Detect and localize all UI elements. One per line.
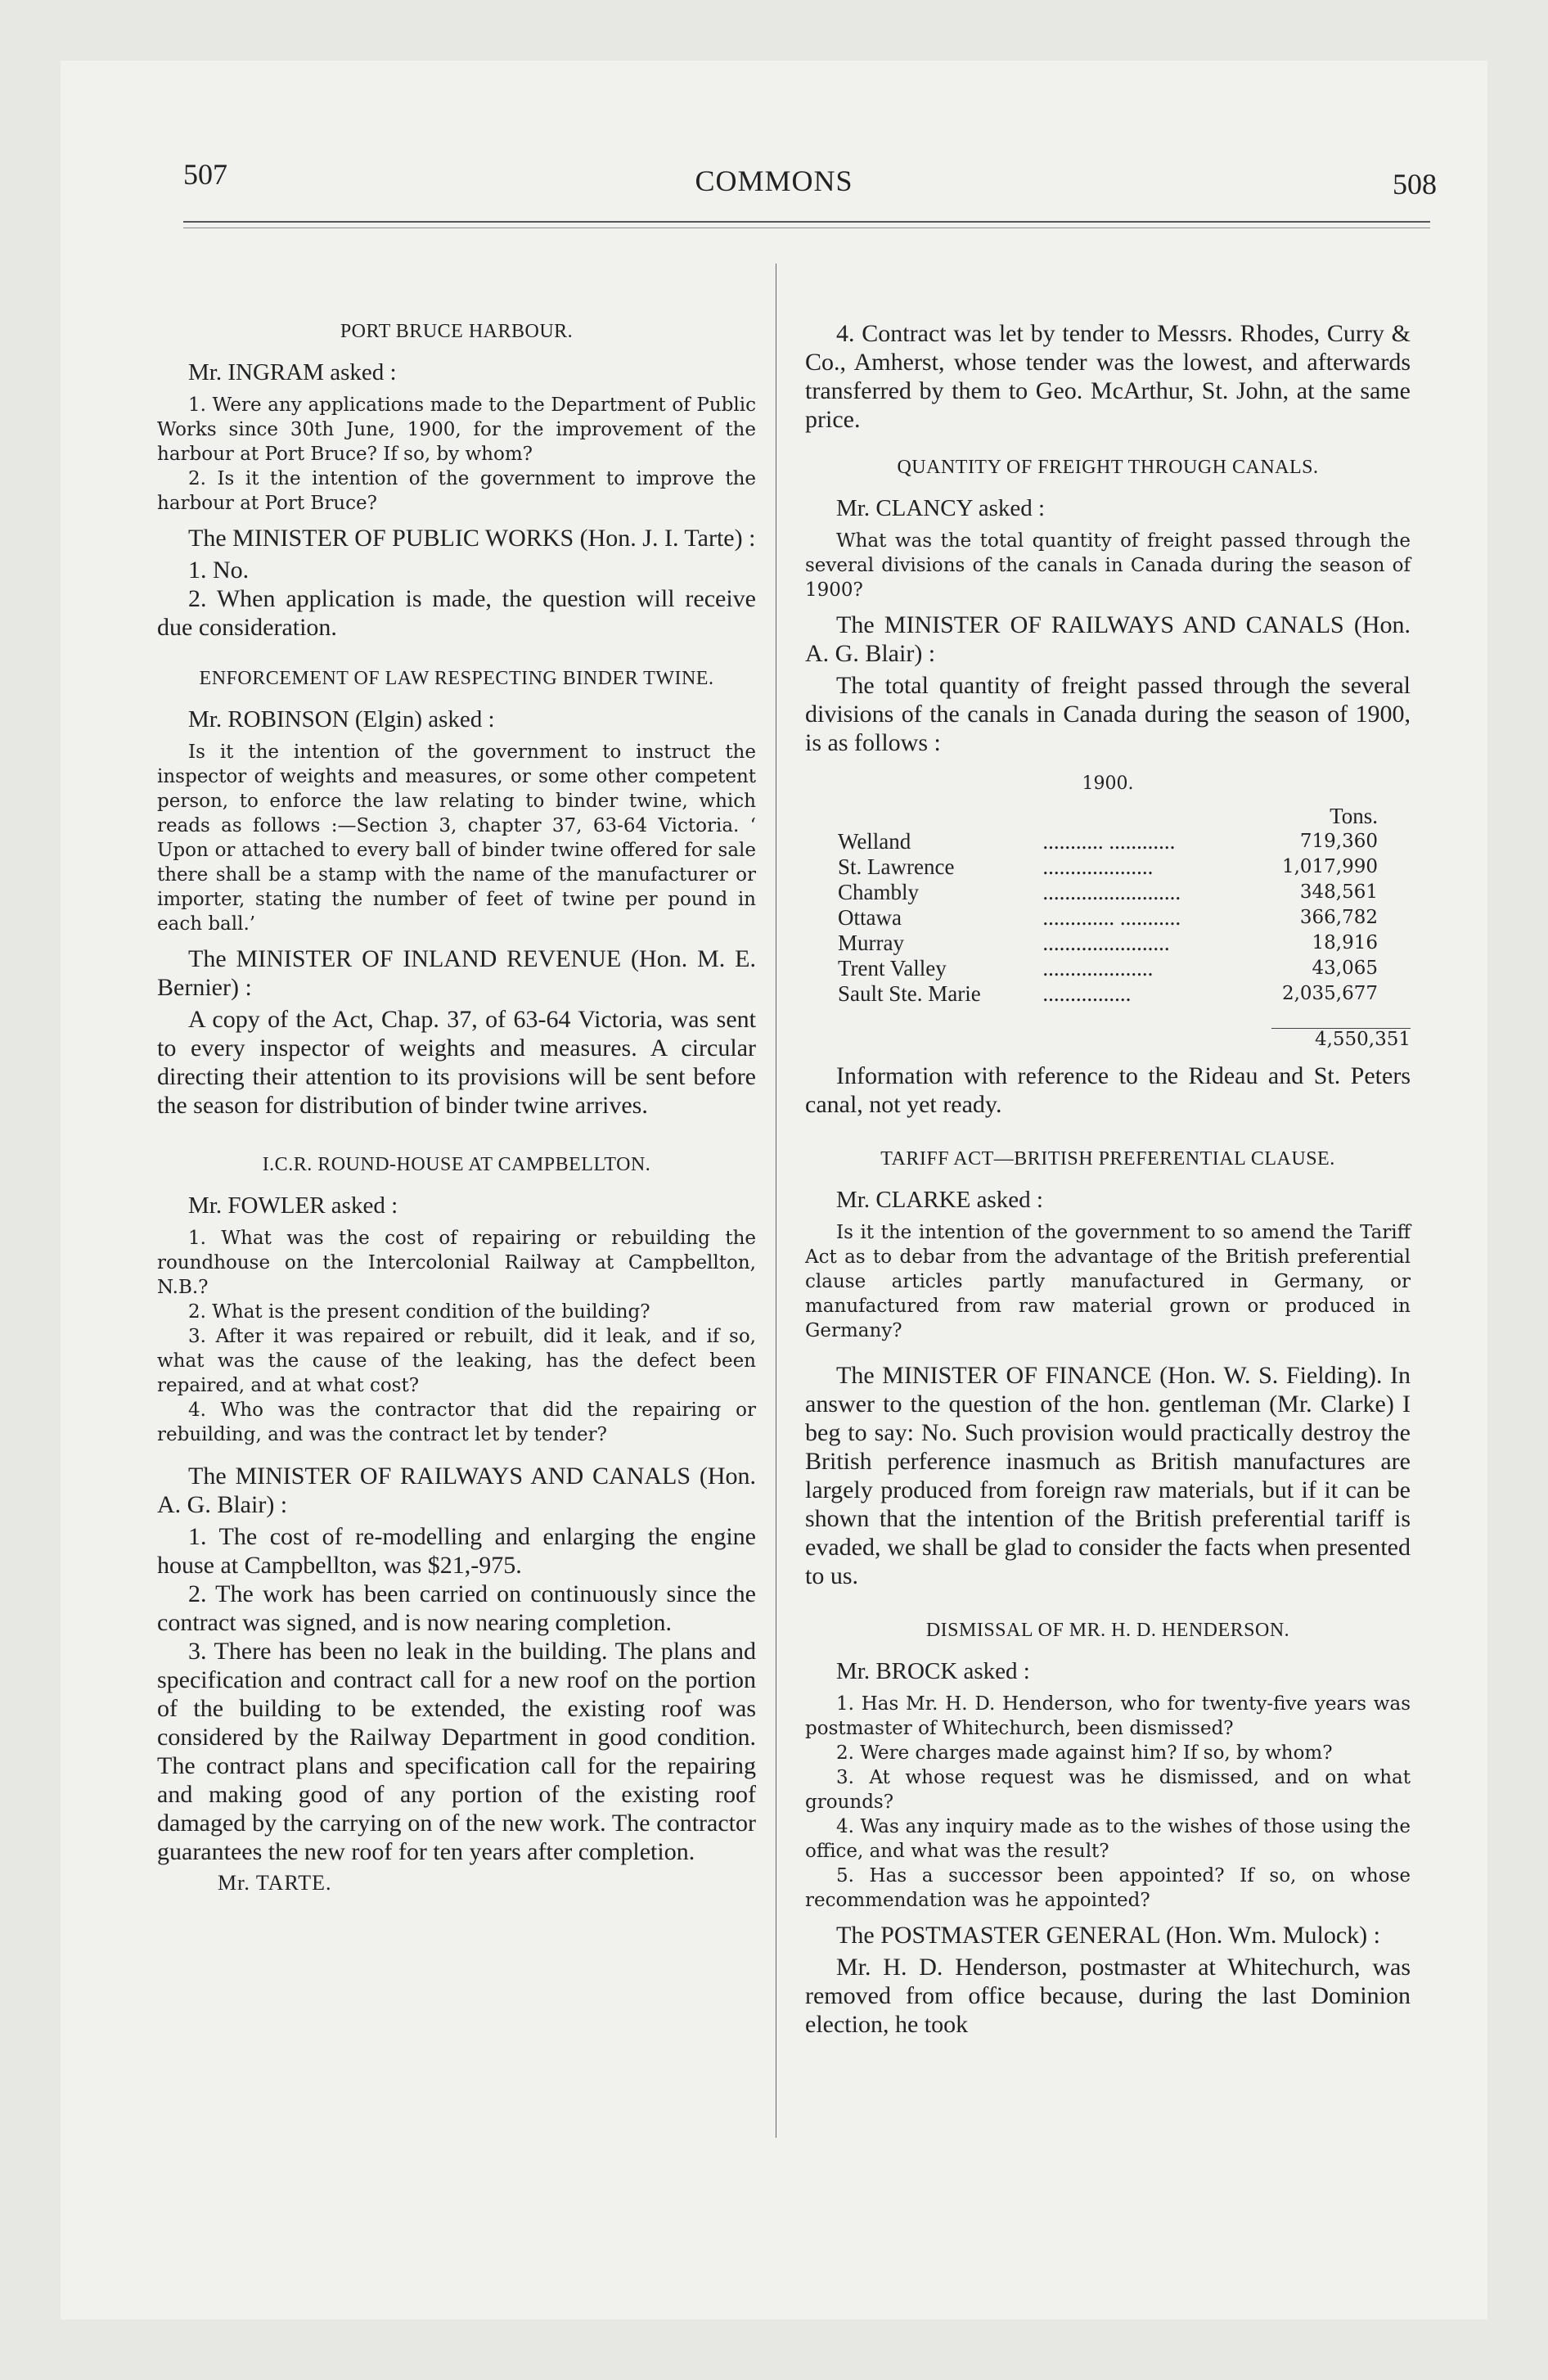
- answer: 1. No.: [188, 557, 250, 584]
- question: 5. Has a successor been appointed? If so, on whose recommendation was he appointed?: [805, 1865, 1411, 1911]
- question: 2. Were charges made against him? If so, by whom?: [836, 1742, 1333, 1764]
- speaker: The MINISTER OF INLAND REVENUE (Hon. M. E. Bernier) :: [157, 945, 756, 1001]
- answer-continued: 4. Contract was let by tender to Messrs. Rhodes, Curry & Co., Amherst, whose tender was the lowest, and afterwards transferred by them to Geo. McArthur, St. John, at the same price.: [805, 320, 1411, 433]
- speaker: The MINISTER OF PUBLIC WORKS (Hon. J. I. Tarte) :: [188, 525, 756, 552]
- answer: The MINISTER OF FINANCE (Hon. W. S. Fielding). In answer to the question of the hon. gentleman (Mr. Clarke) I beg to say: No. Such provision would practically destroy the British perference inasmuch as British manufactures are largely produced from foreign raw materials, but if it can be shown that the intention of the British preferential tariff is evaded, we shall be glad to consider the facts when presented to us.: [805, 1362, 1411, 1589]
- running-title: COMMONS: [695, 165, 853, 197]
- question: 4. Who was the contractor that did the repairing or rebuilding, and was the contract let by tender?: [157, 1400, 756, 1445]
- table-total: [805, 1028, 1411, 1050]
- freight-table: [838, 804, 1378, 1007]
- page-number-right: 508: [1393, 168, 1437, 201]
- speaker: The MINISTER OF RAILWAYS AND CANALS (Hon. A. G. Blair) :: [805, 611, 1411, 667]
- section-heading: PORT BRUCE HARBOUR.: [340, 321, 574, 342]
- header-rule: [183, 221, 1430, 223]
- speaker: The MINISTER OF RAILWAYS AND CANALS (Hon. A. G. Blair) :: [157, 1463, 756, 1518]
- table-year: 1900.: [1082, 773, 1134, 794]
- table-row: Trent Valley .................... 43,065: [838, 956, 1378, 980]
- answer: 1. The cost of re-modelling and enlarging the engine house at Campbellton, was $21,-975.: [157, 1523, 756, 1579]
- section-heading: TARIFF ACT—BRITISH PREFERENTIAL CLAUSE.: [880, 1148, 1335, 1170]
- right-column: [805, 265, 1411, 2039]
- table-row: St. Lawrence .................... 1,017,990: [838, 854, 1378, 879]
- page-header: [61, 61, 1487, 200]
- question: 4. Was any inquiry made as to the wishes of those using the office, and what was the result?: [805, 1816, 1411, 1862]
- table-row: Murray ....................... 18,916: [838, 931, 1378, 955]
- table-row: Chambly ......................... 348,561: [838, 880, 1378, 904]
- page-number-left: 507: [183, 158, 227, 191]
- signature: Mr. TARTE.: [218, 1871, 332, 1895]
- question: 2. Is it the intention of the government to improve the harbour at Port Bruce?: [157, 468, 756, 514]
- table-unit: Tons.: [1330, 804, 1378, 828]
- question: What was the total quantity of freight passed through the several divisions of the canals in Canada during the season of 1900?: [805, 530, 1411, 601]
- answer: The total quantity of freight passed through the several divisions of the canals in Canada during the season of 1900, is as follows :: [805, 672, 1411, 756]
- asker: Mr. CLARKE asked :: [836, 1187, 1043, 1213]
- asker: Mr. FOWLER asked :: [188, 1192, 398, 1219]
- table-row: Welland ........... ............ 719,360: [838, 829, 1378, 854]
- answer: Mr. H. D. Henderson, postmaster at Whitechurch, was removed from office because, during the last Dominion election, he took: [805, 1954, 1411, 2038]
- left-column: [157, 265, 756, 1895]
- note: Information with reference to the Rideau and St. Peters canal, not yet ready.: [805, 1062, 1411, 1118]
- section-heading: DISMISSAL OF MR. H. D. HENDERSON.: [925, 1620, 1290, 1641]
- section-heading: ENFORCEMENT OF LAW RESPECTING BINDER TWINE.: [199, 668, 714, 689]
- question: Is it the intention of the government to so amend the Tariff Act as to debar from the advantage of the British preferential clause articles partly manufactured in Germany, or manufactured from raw material grown or produced in Germany?: [805, 1222, 1411, 1341]
- asker: Mr. INGRAM asked :: [188, 359, 397, 385]
- table-row: Sault Ste. Marie ................ 2,035,677: [838, 981, 1378, 1006]
- asker: Mr. CLANCY asked :: [836, 495, 1046, 521]
- question: 1. Has Mr. H. D. Henderson, who for twenty-five years was postmaster of Whitechurch, been dismissed?: [805, 1693, 1411, 1739]
- speaker: The POSTMASTER GENERAL (Hon. Wm. Mulock) :: [836, 1922, 1380, 1949]
- table-row: Ottawa ............. ........... 366,782: [838, 905, 1378, 930]
- answer: 2. The work has been carried on continuously since the contract was signed, and is now nearing completion.: [157, 1580, 756, 1636]
- asker: Mr. BROCK asked :: [836, 1658, 1030, 1684]
- section-heading: QUANTITY OF FREIGHT THROUGH CANALS.: [897, 457, 1319, 478]
- asker: Mr. ROBINSON (Elgin) asked :: [188, 706, 495, 732]
- question: 1. What was the cost of repairing or rebuilding the roundhouse on the Intercolonial Railway at Campbellton, N.B.?: [157, 1228, 756, 1298]
- question: 3. At whose request was he dismissed, and on what grounds?: [805, 1767, 1411, 1813]
- question: 2. What is the present condition of the building?: [188, 1301, 650, 1323]
- answer: 2. When application is made, the question will receive due consideration.: [157, 585, 756, 641]
- page: [61, 61, 1487, 2319]
- answer: A copy of the Act, Chap. 37, of 63-64 Victoria, was sent to every inspector of weights and measures. A circular directing their attention to its provisions will be sent before the season for distribution of binder twine arrives.: [157, 1006, 756, 1119]
- question: 3. After it was repaired or rebuilt, did it leak, and if so, what was the cause of the leaking, has the defect been repaired, and at what cost?: [157, 1326, 756, 1396]
- section-heading: I.C.R. ROUND-HOUSE AT CAMPBELLTON.: [262, 1154, 651, 1175]
- question: Is it the intention of the government to instruct the inspector of weights and measures, or some other competent person, to enforce the law relating to binder twine, which reads as follows :—Section 3, chapter 37, 63-64 Victoria. ‘ Upon or attached to every ball of binder twine offered for sale there shall be a stamp with the name of the manufacturer or importer, stating the number of feet of twine per pound in each ball.’: [157, 741, 756, 935]
- total-value: 4,550,351: [1314, 1029, 1411, 1050]
- answer: 3. There has been no leak in the building. The plans and specification and contract call for a new roof on the portion of the building to be extended, the existing roof was considered by the Railway Department in good condition. The contract plans and specification call for the repairing and making good of any portion of the existing roof damaged by the carrying on of the new work. The contractor guarantees the new roof for ten years after completion.: [157, 1638, 756, 1865]
- question: 1. Were any applications made to the Department of Public Works since 30th June, 1900, for the improvement of the harbour at Port Bruce? If so, by whom?: [157, 394, 756, 465]
